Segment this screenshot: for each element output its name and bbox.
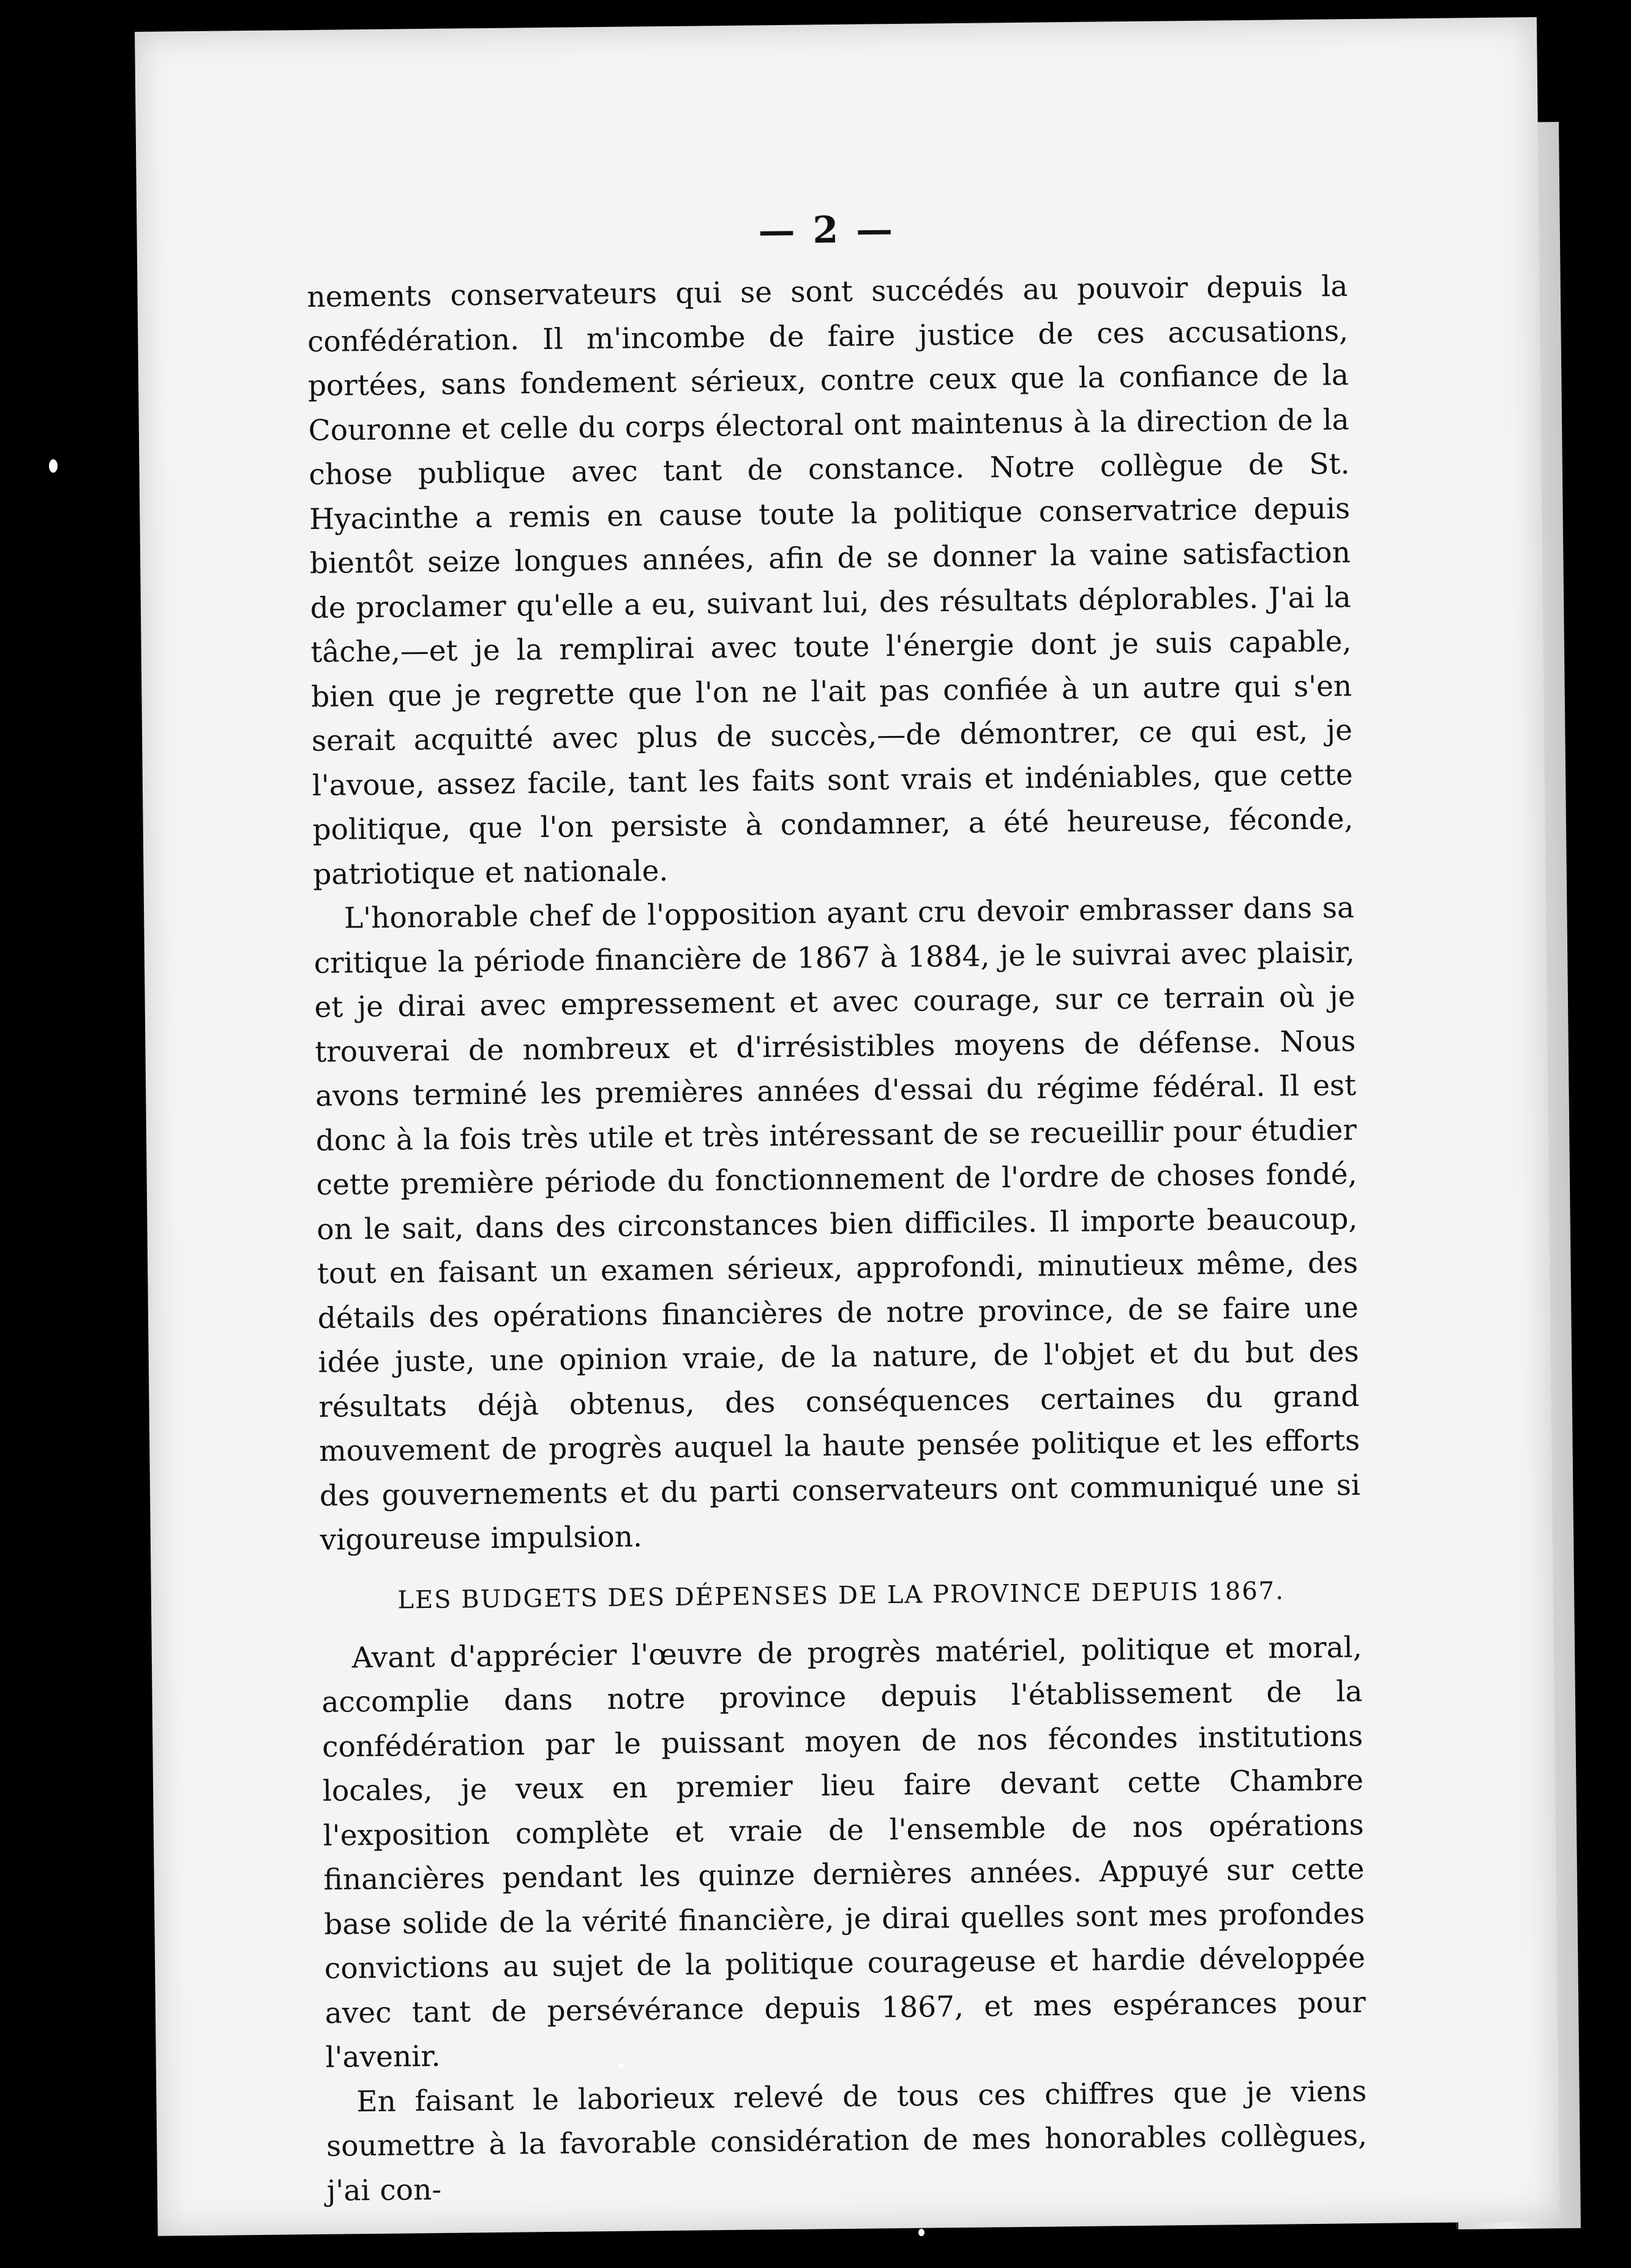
scan-speck bbox=[618, 2063, 623, 2068]
scan-speck bbox=[49, 459, 58, 473]
paragraph-3: Avant d'apprécier l'œuvre de progrès matériel, politique et moral, accomplie dans notre province depuis l'établissement de la confédération par le puissant moyen de nos fécondes institutions locales, je veux en premier lieu faire devant cette Chambre l'exposition complète et vraie de l'ensemble de nos opérations financières pendant les quinze dernières années. Appuyé sur cette base solide de la vérité financière, je dirai quelles sont mes profondes convictions au sujet de la politique courageuse et hardie développée avec tant de persévérance depuis 1867, et mes espérances pour l'avenir. bbox=[321, 1630, 1366, 2075]
scan-speck bbox=[918, 2229, 924, 2236]
page-text bbox=[306, 203, 1368, 2214]
paragraph-4: En faisant le laborieux relevé de tous ces chiffres que je viens soumettre à la favorable considération de mes honorables collègues, j'ai con- bbox=[326, 2074, 1368, 2208]
section-heading: LES BUDGETS DES DÉPENSES DE LA PROVINCE DEPUIS 1867. bbox=[397, 1576, 1285, 1615]
page-number: — 2 — bbox=[758, 208, 896, 253]
paragraph-1: nements conservateurs qui se sont succédés au pouvoir depuis la confédération. Il m'incombe de faire justice de ces accusations, portées, sans fondement sérieux, contre ceux que la confiance de la Couronne et celle du corps électoral ont maintenus à la direction de la chose publique avec tant de constance. Notre collègue de St. Hyacinthe a remis en cause toute la politique conservatrice depuis bientôt seize longues années, afin de se donner la vaine satisfaction de proclamer qu'elle a eu, suivant lui, des résultats déplorables. J'ai la tâche,—et je la remplirai avec toute l'énergie dont je suis capable, bien que je regrette que l'on ne l'ait pas confiée à un autre qui s'en serait acquitté avec plus de succès,—de démontrer, ce qui est, je l'avoue, assez facile, tant les faits sont vrais et indéniables, que cette politique, que l'on persiste à condamner, a été heureuse, féconde, patriotique et nationale. bbox=[307, 269, 1354, 892]
paragraph-2: L'honorable chef de l'opposition ayant cru devoir embrasser dans sa critique la période financière de 1867 à 1884, je le suivrai avec plaisir, et je dirai avec empressement et avec courage, sur ce terrain où je trouverai de nombreux et d'irrésistibles moyens de défense. Nous avons terminé les premières années d'essai du régime fédéral. Il est donc à la fois très utile et très intéressant de se recueillir pour étudier cette première période du fonctionnement de l'ordre de choses fondé, on le sait, dans des circonstances bien difficiles. Il importe beaucoup, tout en faisant un examen sérieux, approfondi, minutieux même, des détails des opérations financières de notre province, de se faire une idée juste, une opinion vraie, de la nature, de l'objet et du but des résultats déjà obtenus, des conséquences certaines du grand mouvement de progrès auquel la haute pensée politique et les efforts des gouvernements et du parti conservateurs ont communiqué une si vigoureuse impulsion. bbox=[313, 891, 1361, 1557]
